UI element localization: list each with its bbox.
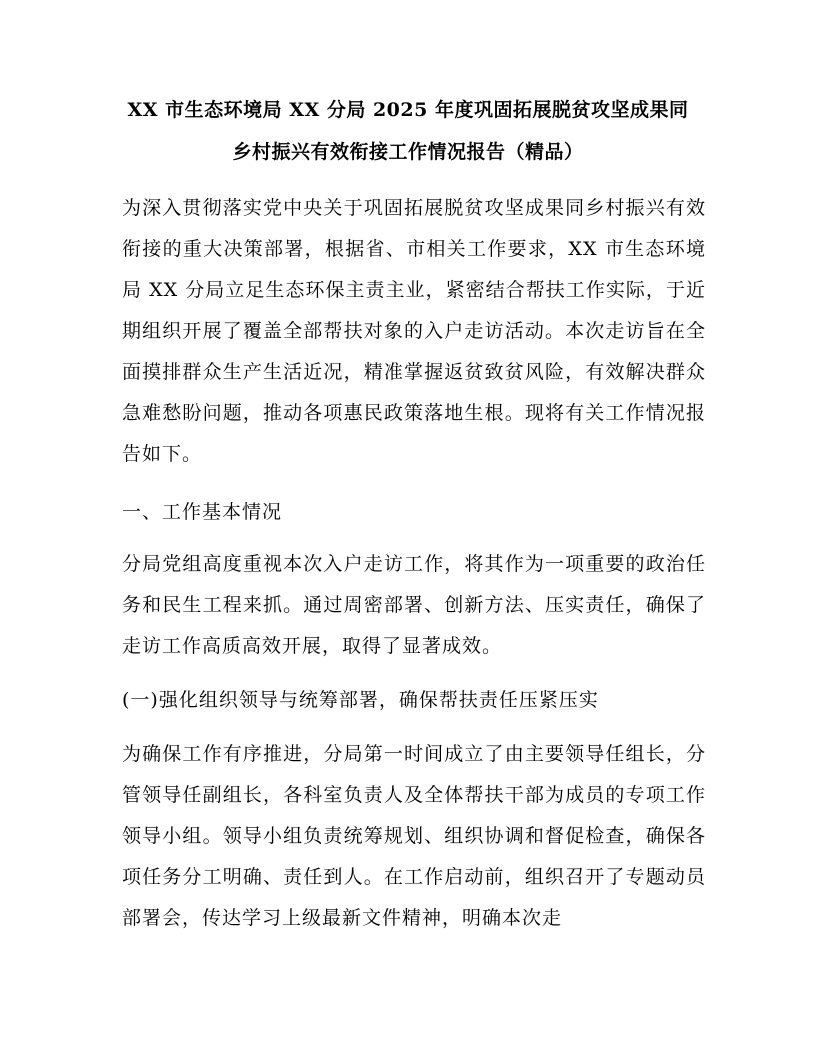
subsection-1-paragraph: 为确保工作有序推进，分局第一时间成立了由主要领导任组长，分管领导任副组长，各科室负责人及全体帮扶干部为成员的专项工作领导小组。领导小组负责统筹规划、组织协调和督促检查，确保各项任务分工明确、责任到人。在工作启动前，组织召开了专题动员部署会，传达学习上级最新文件精神，明确本次走 (122, 743, 706, 929)
document-title-line-1: XX 市生态环境局 XX 分局 2025 年度巩固拓展脱贫攻坚成果同 (127, 99, 689, 121)
section-1-paragraph: 分局党组高度重视本次入户走访工作，将其作为一项重要的政治任务和民生工程来抓。通过周密部署、创新方法、压实责任，确保了走访工作高质高效开展，取得了显著成效。 (122, 553, 706, 657)
intro-paragraph: 为深入贯彻落实党中央关于巩固拓展脱贫攻坚成果同乡村振兴有效衔接的重大决策部署，根据省、市相关工作要求，XX 市生态环境局 XX 分局立足生态环保主责主业，紧密结合帮扶工作实际，于近期组织开展了覆盖全部帮扶对象的入户走访活动。本次走访旨在全面摸排群众生产生活近况，精准掌握返贫致贫风险，有效解决群众急难愁盼问题，推动各项惠民政策落地生根。现将有关工作情况报告如下。 (122, 197, 706, 465)
section-heading-1: 一、工作基本情况 (122, 501, 283, 523)
document-title-line-2: 乡村振兴有效衔接工作情况报告（精品） (232, 141, 584, 163)
subsection-heading-1: (一)强化组织领导与统筹部署，确保帮扶责任压紧压实 (122, 689, 599, 711)
